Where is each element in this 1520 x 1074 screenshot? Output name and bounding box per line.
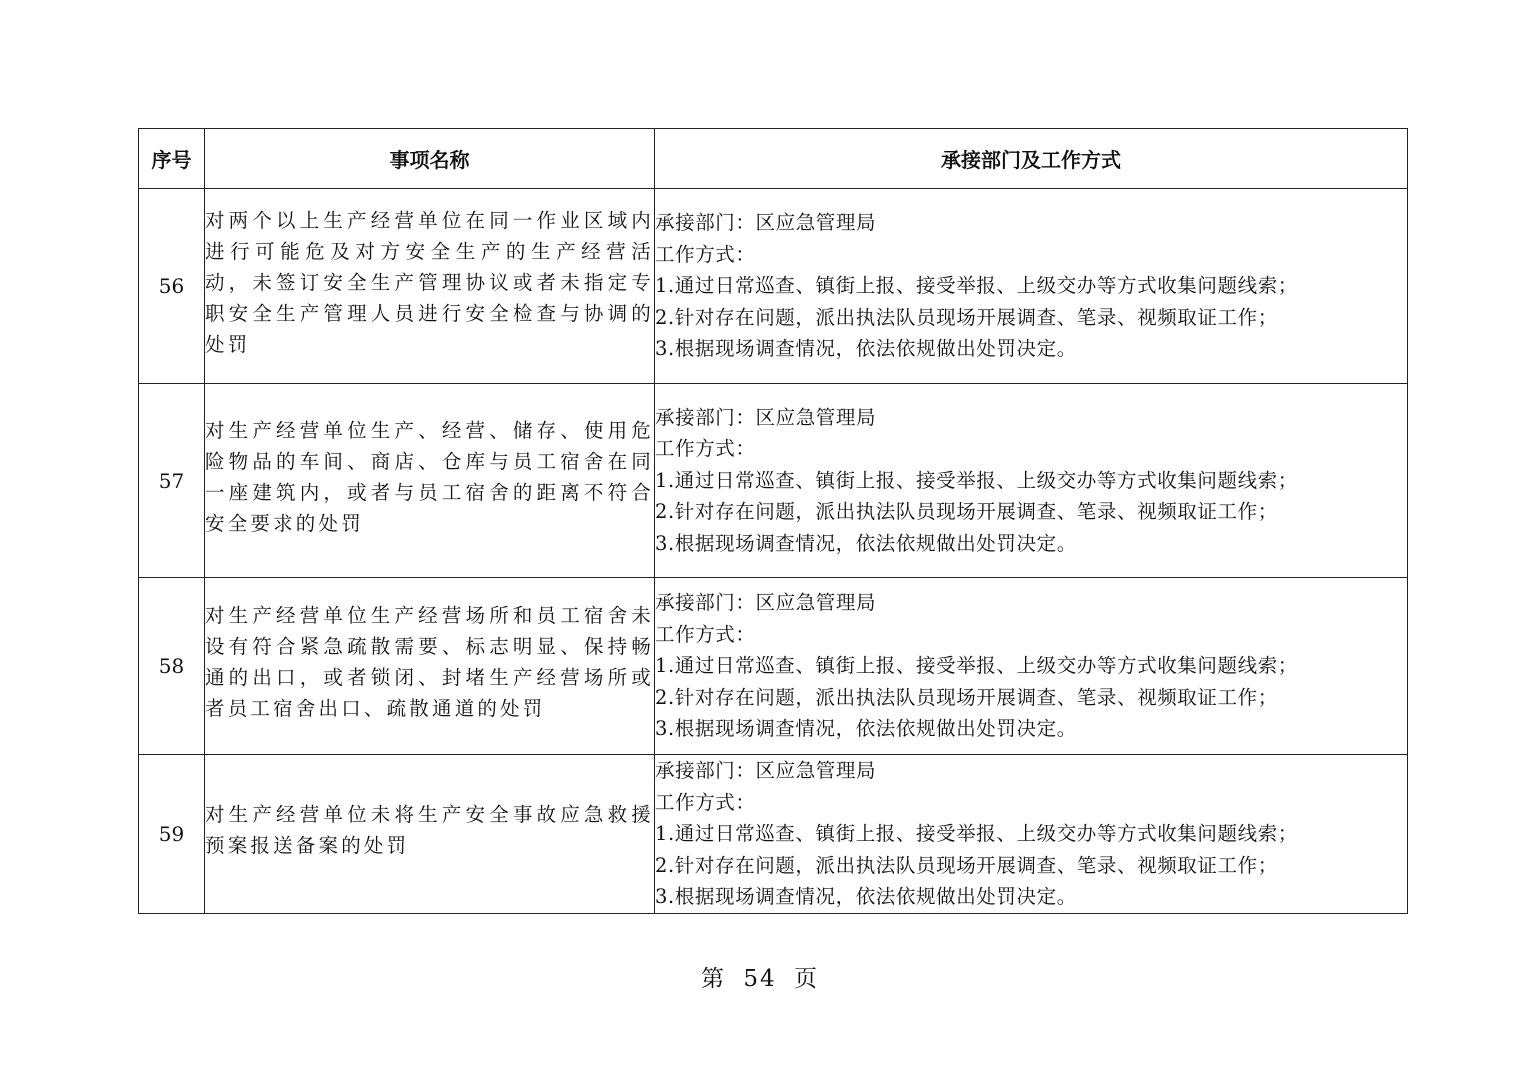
page-prefix: 第 bbox=[701, 966, 727, 992]
row-dept-cell bbox=[655, 384, 1408, 578]
row-step-3: 3.根据现场调查情况，依法依规做出处罚决定。 bbox=[655, 531, 1077, 555]
row-step-2: 2.针对存在问题，派出执法队员现场开展调查、笔录、视频取证工作； bbox=[655, 685, 1278, 709]
row-seq: 59 bbox=[139, 755, 205, 914]
page-suffix: 页 bbox=[793, 966, 819, 992]
table-row bbox=[139, 578, 1408, 755]
page-footer bbox=[0, 960, 1520, 993]
row-step-1: 1.通过日常巡查、镇街上报、接受举报、上级交办等方式收集问题线索； bbox=[655, 822, 1298, 845]
row-step-1: 1.通过日常巡查、镇街上报、接受举报、上级交办等方式收集问题线索； bbox=[655, 468, 1298, 492]
row-seq: 56 bbox=[139, 189, 205, 384]
row-step-1: 1.通过日常巡查、镇街上报、接受举报、上级交办等方式收集问题线索； bbox=[655, 274, 1298, 298]
row-name: 对两个以上生产经营单位在同一作业区域内进行可能危及对方安全生产的生产经营活动，未签订安全生产管理协议或者未指定专职安全生产管理人员进行安全检查与协调的处罚 bbox=[205, 208, 654, 356]
row-dept-cell bbox=[655, 755, 1408, 914]
row-step-3: 3.根据现场调查情况，依法依规做出处罚决定。 bbox=[655, 717, 1077, 741]
table-row bbox=[139, 384, 1408, 578]
row-step-2: 2.针对存在问题，派出执法队员现场开展调查、笔录、视频取证工作； bbox=[655, 500, 1278, 524]
row-name: 对生产经营单位生产经营场所和员工宿舍未设有符合紧急疏散需要、标志明显、保持畅通的出口，或者锁闭、封堵生产经营场所或者员工宿舍出口、疏散通道的处罚 bbox=[205, 604, 654, 720]
table-header-row bbox=[139, 129, 1408, 189]
header-name: 事项名称 bbox=[205, 129, 655, 189]
row-step-2: 2.针对存在问题，派出执法队员现场开展调查、笔录、视频取证工作； bbox=[655, 305, 1278, 329]
row-department: 承接部门：区应急管理局 bbox=[655, 211, 877, 235]
row-department: 承接部门：区应急管理局 bbox=[655, 405, 877, 429]
row-dept-cell bbox=[655, 578, 1408, 755]
row-name: 对生产经营单位未将生产安全事故应急救援预案报送备案的处罚 bbox=[205, 802, 654, 857]
row-name-cell bbox=[205, 578, 655, 755]
header-seq: 序号 bbox=[139, 129, 205, 189]
row-name-cell bbox=[205, 189, 655, 384]
row-name-cell bbox=[205, 755, 655, 914]
row-department: 承接部门：区应急管理局 bbox=[655, 591, 877, 615]
table-row bbox=[139, 189, 1408, 384]
row-step-2: 2.针对存在问题，派出执法队员现场开展调查、笔录、视频取证工作； bbox=[655, 853, 1278, 877]
row-method-label: 工作方式： bbox=[655, 437, 756, 461]
header-dept: 承接部门及工作方式 bbox=[655, 129, 1408, 189]
row-method-label: 工作方式： bbox=[655, 622, 756, 646]
row-step-1: 1.通过日常巡查、镇街上报、接受举报、上级交办等方式收集问题线索； bbox=[655, 654, 1298, 678]
row-name-cell bbox=[205, 384, 655, 578]
row-step-3: 3.根据现场调查情况，依法依规做出处罚决定。 bbox=[655, 885, 1077, 908]
row-name: 对生产经营单位生产、经营、储存、使用危险物品的车间、商店、仓库与员工宿舍在同一座建筑内，或者与员工宿舍的距离不符合安全要求的处罚 bbox=[205, 418, 654, 535]
row-step-3: 3.根据现场调查情况，依法依规做出处罚决定。 bbox=[655, 337, 1077, 361]
row-department: 承接部门：区应急管理局 bbox=[655, 759, 877, 782]
row-method-label: 工作方式： bbox=[655, 242, 756, 266]
matters-table bbox=[138, 128, 1408, 914]
row-dept-cell bbox=[655, 189, 1408, 384]
table-row bbox=[139, 755, 1408, 914]
row-seq: 57 bbox=[139, 384, 205, 578]
page-number: 54 bbox=[743, 966, 777, 992]
row-method-label: 工作方式： bbox=[655, 790, 756, 814]
row-seq: 58 bbox=[139, 578, 205, 755]
